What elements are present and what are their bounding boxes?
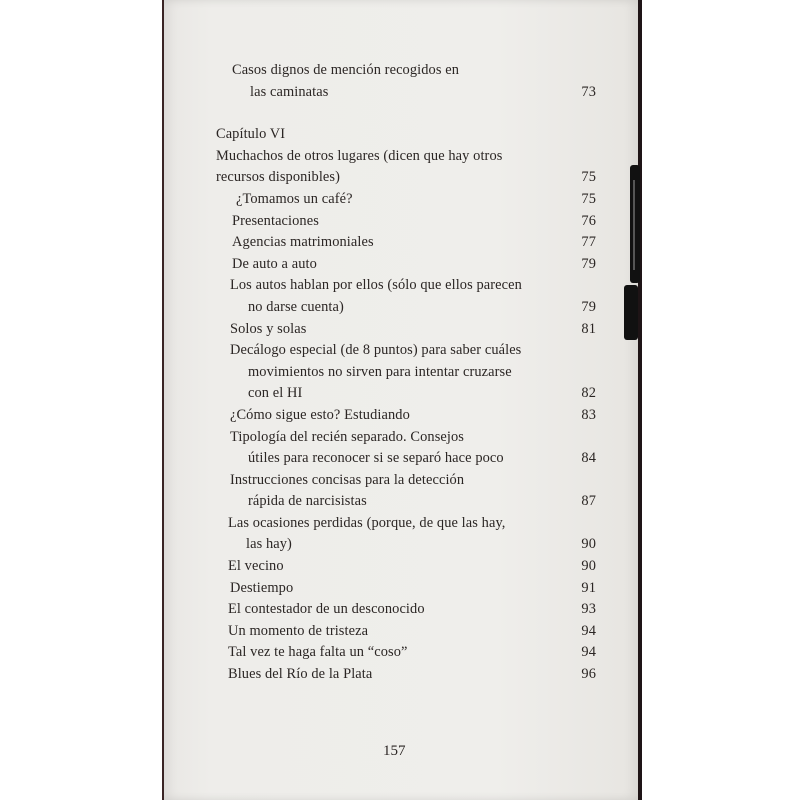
toc-entry [216,189,596,211]
toc-entry-line: Instrucciones concisas para la detección [230,471,465,488]
toc-entry-line: El contestador de un desconocido [228,601,425,618]
toc-entry-line: recursos disponibles) [216,169,340,186]
toc-entry [216,470,596,513]
toc-entry [216,60,596,103]
toc-entry-page: 77 [581,234,596,251]
toc-entry-line: Presentaciones [232,212,319,229]
toc-entry [216,254,596,276]
toc-entry [216,578,596,600]
toc-entry-line: con el HI [248,385,303,402]
toc-entry-page: 84 [581,450,596,467]
toc-entry-page: 81 [581,320,596,337]
toc-entry-page: 73 [581,83,596,100]
toc-entry-page: 79 [581,255,596,272]
table-of-contents [216,60,596,686]
clip-lower [624,285,638,340]
toc-entry-line: Tal vez te haga falta un “coso” [228,644,408,661]
chapter-heading: Capítulo VI [216,126,286,143]
toc-entry-line: Casos dignos de mención recogidos en [232,62,460,78]
toc-entry-line: rápida de narcisistas [248,493,367,510]
toc-entry [216,146,596,189]
toc-entry [216,427,596,470]
toc-entry-page: 75 [581,190,596,207]
toc-entry-line: las caminatas [250,83,329,100]
toc-entry [216,556,596,578]
toc-entry-line: útiles para reconocer si se separó hace poco [248,450,504,467]
toc-entry [216,319,596,341]
toc-entry-line: no darse cuenta) [248,298,344,315]
toc-entry-page: 79 [581,298,596,315]
toc-entry [216,211,596,233]
toc-entry-page: 96 [581,666,596,683]
toc-entry [216,664,596,686]
toc-entry-line: Muchachos de otros lugares (dicen que hay otros [216,147,503,164]
toc-entry [216,340,596,405]
toc-entry [216,232,596,254]
toc-entry-page: 75 [581,169,596,186]
toc-entry-page: 94 [581,622,596,639]
page-number: 157 [383,743,406,759]
toc-entry-page: 90 [581,558,596,575]
toc-entry-line: El vecino [228,558,284,575]
toc-entry-line: Destiempo [230,579,294,596]
toc-entry-page: 83 [581,406,596,423]
toc-entry [216,405,596,427]
toc-entry-line: Un momento de tristeza [228,622,369,639]
toc-entry-page: 87 [581,493,596,510]
toc-entry-page: 94 [581,644,596,661]
toc-entry-line: las hay) [246,536,292,553]
toc-entry-line: Las ocasiones perdidas (porque, de que las hay, [228,514,506,531]
toc-entry-page: 76 [581,212,596,229]
toc-entry-page: 82 [581,385,596,402]
toc-entry-line: ¿Cómo sigue esto? Estudiando [230,406,410,423]
clip-highlight [633,180,635,270]
toc-entry [216,599,596,621]
toc-entry [216,642,596,664]
toc-entry-page: 91 [581,579,596,596]
toc-entry-page: 90 [581,536,596,553]
toc-entry-page: 93 [581,601,596,618]
toc-entry-line: ¿Tomamos un café? [236,190,353,207]
toc-entry-line: Tipología del recién separado. Consejos [230,428,464,445]
toc-entry-line: Blues del Río de la Plata [228,666,373,683]
toc-entry [216,513,596,556]
toc-entry-line: Solos y solas [230,320,307,337]
toc-entry [216,621,596,643]
toc-entry-line: movimientos no sirven para intentar cruzarse [248,363,512,380]
toc-entry-line: De auto a auto [232,255,317,272]
toc-entry-line: Agencias matrimoniales [232,234,374,251]
toc-entry-line: Los autos hablan por ellos (sólo que ellos parecen [230,277,522,294]
toc-entry [216,275,596,318]
toc-entry-line: Decálogo especial (de 8 puntos) para saber cuáles [230,342,522,359]
clip-upper [630,165,640,283]
